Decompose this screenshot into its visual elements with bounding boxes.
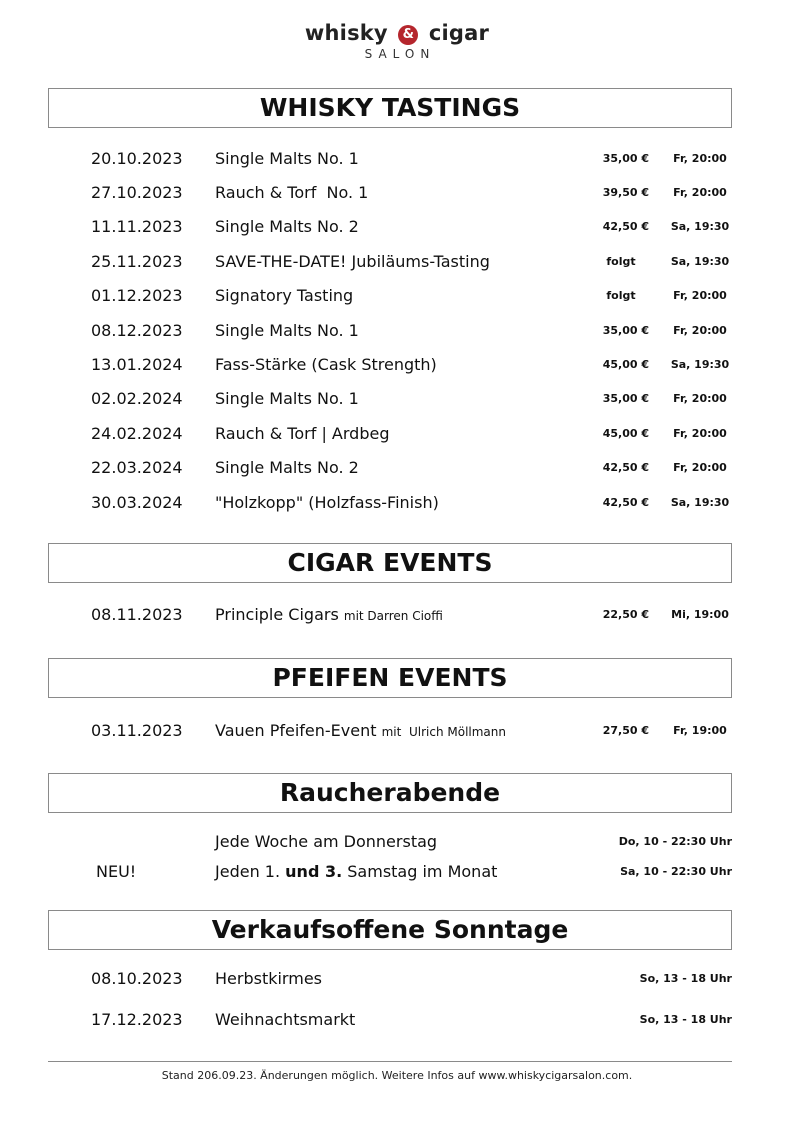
table-row — [0, 1009, 794, 1031]
event-date: 08.12.2023 — [91, 321, 183, 340]
new-badge: NEU! — [96, 862, 137, 881]
event-date: 30.03.2024 — [91, 493, 183, 512]
event-date: 17.12.2023 — [91, 1010, 183, 1029]
logo-wordmark — [0, 20, 794, 46]
event-title-guest: mit Darren Cioffi — [343, 609, 443, 623]
event-price: folgt — [606, 289, 636, 302]
event-title: "Holzkopp" (Holzfass-Finish) — [215, 493, 439, 512]
event-time: Do, 10 - 22:30 Uhr — [618, 835, 732, 848]
table-row — [0, 831, 794, 853]
event-date: 01.12.2023 — [91, 286, 183, 305]
footer-divider — [48, 1061, 732, 1062]
event-title: Jede Woche am Donnerstag — [215, 832, 438, 851]
table-row — [0, 388, 794, 410]
event-title-part: Samstag im Monat — [347, 862, 498, 881]
table-row — [0, 354, 794, 376]
event-time: Sa, 19:30 — [670, 255, 730, 268]
event-title-emphasis: und 3. — [285, 862, 343, 881]
event-date: 11.11.2023 — [91, 217, 183, 236]
event-title: Rauch & Torf No. 1 — [215, 183, 369, 202]
event-time: Fr, 20:00 — [673, 152, 727, 165]
event-title: Herbstkirmes — [215, 969, 322, 988]
event-title: Single Malts No. 1 — [215, 389, 359, 408]
event-price: 22,50 € — [602, 608, 649, 621]
logo — [0, 20, 794, 61]
event-title: Weihnachtsmarkt — [215, 1010, 356, 1029]
event-title-guest: mit Ulrich Möllmann — [381, 725, 506, 739]
event-price: 45,00 € — [602, 427, 649, 440]
event-title: Single Malts No. 2 — [215, 458, 359, 477]
event-time: So, 13 - 18 Uhr — [639, 1013, 732, 1026]
table-row — [0, 492, 794, 514]
event-time: Sa, 10 - 22:30 Uhr — [620, 865, 732, 878]
table-row — [0, 604, 794, 626]
event-title — [215, 604, 443, 627]
event-date: 13.01.2024 — [91, 355, 183, 374]
event-price: 27,50 € — [602, 724, 649, 737]
table-row — [0, 320, 794, 342]
footer-note: Stand 206.09.23. Änderungen möglich. Weitere Infos auf www.whiskycigarsalon.com. — [161, 1069, 633, 1082]
table-row — [0, 285, 794, 307]
event-title — [215, 861, 497, 883]
section-heading-sonntage: Verkaufsoffene Sonntage — [48, 910, 732, 950]
event-title: Single Malts No. 2 — [215, 217, 359, 236]
event-price: 42,50 € — [602, 461, 649, 474]
logo-word-whisky: whisky — [304, 21, 388, 45]
event-title: Single Malts No. 1 — [215, 149, 359, 168]
event-date: 24.02.2024 — [91, 424, 183, 443]
event-date: 22.03.2024 — [91, 458, 183, 477]
event-time: Fr, 20:00 — [673, 461, 727, 474]
event-date: 08.10.2023 — [91, 969, 183, 988]
event-price: 35,00 € — [602, 152, 649, 165]
table-row — [0, 148, 794, 170]
event-price: 42,50 € — [602, 496, 649, 509]
table-row — [0, 216, 794, 238]
event-price: 45,00 € — [602, 358, 649, 371]
event-time: Mi, 19:00 — [671, 608, 729, 621]
event-price: 35,00 € — [602, 324, 649, 337]
logo-ampersand-icon: & — [398, 25, 418, 45]
event-time: Fr, 20:00 — [673, 392, 727, 405]
event-time: Fr, 20:00 — [673, 289, 727, 302]
event-time: Sa, 19:30 — [670, 220, 730, 233]
table-row — [0, 251, 794, 273]
event-date: 02.02.2024 — [91, 389, 183, 408]
section-heading-raucherabende: Raucherabende — [48, 773, 732, 813]
event-time: Fr, 19:00 — [673, 724, 727, 737]
table-row — [0, 457, 794, 479]
table-row — [0, 182, 794, 204]
event-title-main: Principle Cigars — [215, 605, 339, 624]
event-title: Fass-Stärke (Cask Strength) — [215, 355, 437, 374]
event-title: Single Malts No. 1 — [215, 321, 359, 340]
event-time: Sa, 19:30 — [670, 496, 730, 509]
event-date: 27.10.2023 — [91, 183, 183, 202]
event-title: Rauch & Torf | Ardbeg — [215, 424, 390, 443]
event-title-main: Vauen Pfeifen-Event — [215, 721, 377, 740]
table-row — [0, 968, 794, 990]
event-title: SAVE-THE-DATE! Jubiläums-Tasting — [215, 252, 490, 271]
event-title — [215, 720, 506, 743]
event-price: 35,00 € — [602, 392, 649, 405]
event-date: 03.11.2023 — [91, 721, 183, 740]
section-heading-whisky: WHISKY TASTINGS — [48, 88, 732, 128]
event-price: 39,50 € — [602, 186, 649, 199]
section-heading-cigar: CIGAR EVENTS — [48, 543, 732, 583]
table-row — [0, 720, 794, 742]
logo-word-cigar: cigar — [428, 21, 490, 45]
logo-subtitle: SALON — [364, 47, 436, 61]
event-title-part: Jeden 1. — [215, 862, 281, 881]
event-time: Fr, 20:00 — [673, 427, 727, 440]
section-heading-pfeifen: PFEIFEN EVENTS — [48, 658, 732, 698]
event-price: 42,50 € — [602, 220, 649, 233]
table-row — [0, 423, 794, 445]
event-date: 25.11.2023 — [91, 252, 183, 271]
event-time: Sa, 19:30 — [670, 358, 730, 371]
event-title: Signatory Tasting — [215, 286, 354, 305]
event-date: 20.10.2023 — [91, 149, 183, 168]
event-time: Fr, 20:00 — [673, 324, 727, 337]
table-row — [0, 861, 794, 883]
event-time: So, 13 - 18 Uhr — [639, 972, 732, 985]
event-time: Fr, 20:00 — [673, 186, 727, 199]
event-date: 08.11.2023 — [91, 605, 183, 624]
event-price: folgt — [606, 255, 636, 268]
